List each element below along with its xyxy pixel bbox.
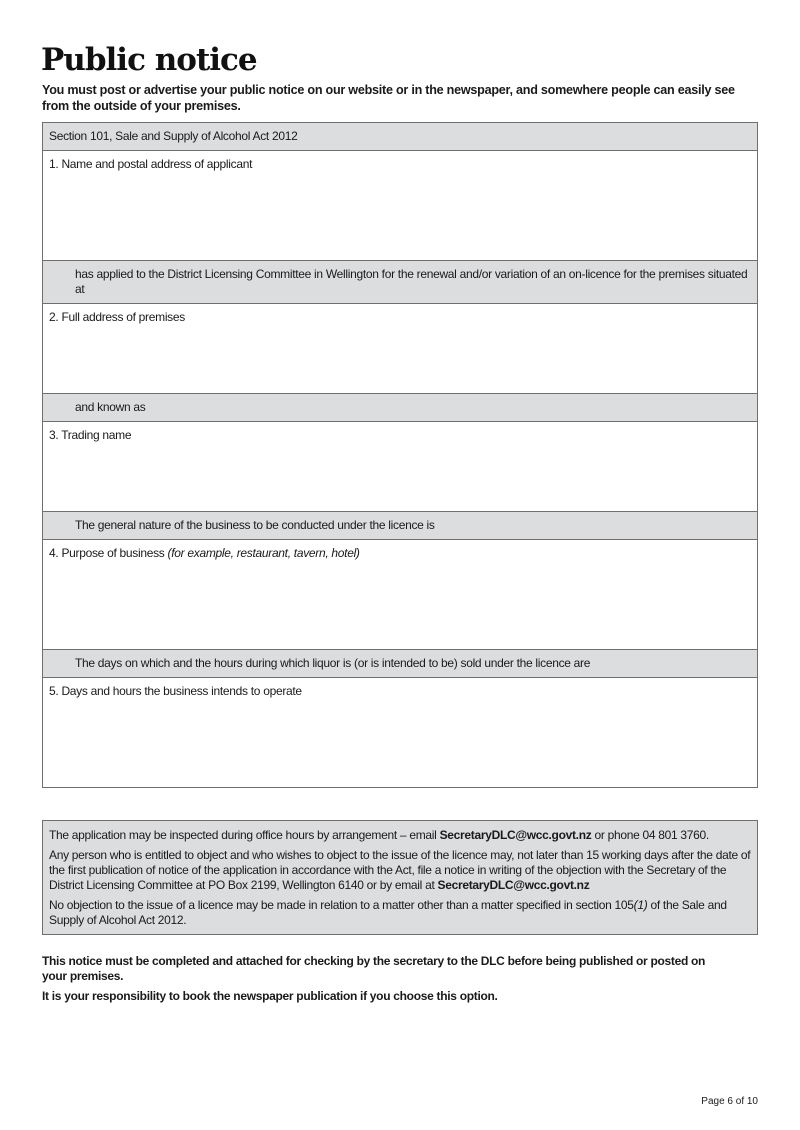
page-title: Public notice — [41, 42, 257, 78]
field-label: 3. Trading name — [49, 428, 132, 442]
text: No objection to the issue of a licence may be made in relation to a matter other than a matter specified in section 105 — [49, 898, 634, 912]
trading-name-field[interactable] — [43, 421, 757, 511]
bridge-text: has applied to the District Licensing Committee in Wellington for the renewal and/or variation of an on-licence for the premises situated at — [43, 260, 757, 303]
field-label: 2. Full address of premises — [49, 310, 185, 324]
text: of the Sale and Supply of Alcohol Act 2012. — [49, 898, 727, 927]
intro-text: You must post or advertise your public notice on our website or in the newspaper, and somewhere people can easily see from the outside of your premises. — [42, 83, 735, 113]
applicant-name-address-field[interactable] — [43, 150, 757, 260]
page-number: Page 6 of 10 — [701, 1096, 758, 1107]
field-label: 4. Purpose of business — [49, 546, 165, 560]
info-box — [42, 820, 758, 935]
field-label: 1. Name and postal address of applicant — [49, 157, 253, 171]
text: or phone 04 801 3760. — [591, 828, 709, 842]
premises-address-field[interactable] — [43, 303, 757, 393]
section-ref: (1) — [633, 898, 648, 912]
days-hours-field[interactable] — [43, 677, 757, 787]
field-label: 5. Days and hours the business intends to operate — [49, 684, 302, 698]
bridge-text: The general nature of the business to be conducted under the licence is — [43, 511, 757, 539]
email-link[interactable]: SecretaryDLC@wcc.govt.nz — [437, 878, 590, 892]
text: The application may be inspected during office hours by arrangement – email — [49, 828, 440, 842]
notice-form — [42, 122, 758, 788]
purpose-of-business-field[interactable] — [43, 539, 757, 649]
inspection-text — [49, 828, 751, 843]
objection-limit-text — [49, 898, 751, 928]
bridge-text: The days on which and the hours during which liquor is (or is intended to be) sold under the licence are — [43, 649, 757, 677]
footer-notes — [42, 954, 722, 1009]
responsibility-note: It is your responsibility to book the newspaper publication if you choose this option. — [42, 989, 498, 1003]
objection-text — [49, 848, 751, 893]
completion-note: This notice must be completed and attached for checking by the secretary to the DLC before being published or posted on your premises. — [42, 954, 706, 983]
form-header: Section 101, Sale and Supply of Alcohol Act 2012 — [43, 123, 757, 150]
text: Any person who is entitled to object and who wishes to object to the issue of the licence may, not later than 15 working days after the date of the first publication of notice of the application in accordance with the Act, file a notice in writing of the objection with the Secretary of the District Licensing Committee at PO Box 2199, Wellington 6140 or by email at — [49, 848, 751, 892]
bridge-text: and known as — [43, 393, 757, 421]
email-link[interactable]: SecretaryDLC@wcc.govt.nz — [439, 828, 592, 842]
field-hint: (for example, restaurant, tavern, hotel) — [167, 546, 360, 560]
